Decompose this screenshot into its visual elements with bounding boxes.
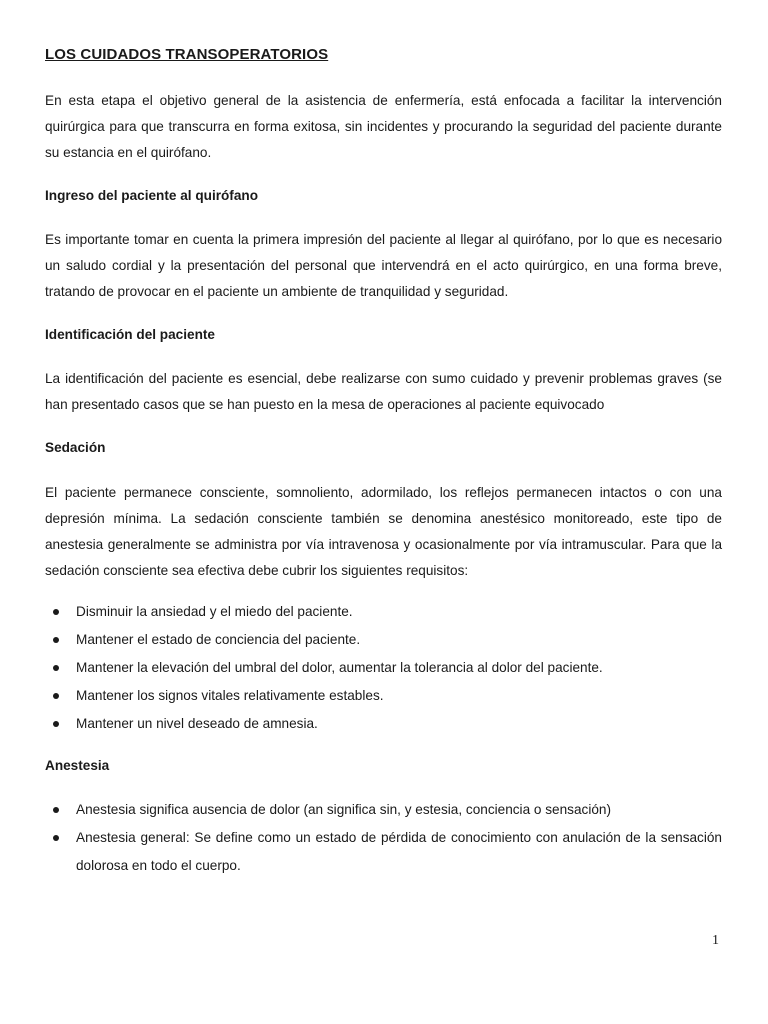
page-number: 1 — [712, 933, 719, 948]
list-item — [45, 626, 722, 654]
list-item — [45, 654, 722, 682]
section-text-ingreso: Es importante tomar en cuenta la primera impresión del paciente al llegar al quirófano, por lo que es necesario un saludo cordial y la presentación del personal que intervendrá en el acto quirúrgico, en una forma breve, tratando de provocar en el paciente un ambiente de tranquilidad y seguridad. — [45, 232, 722, 299]
document-page — [45, 42, 722, 880]
bullet-icon — [53, 665, 59, 671]
list-item-text: Mantener un nivel deseado de amnesia. — [76, 716, 318, 731]
list-item — [45, 710, 722, 738]
bullet-icon — [53, 721, 59, 727]
section-heading-identificacion: Identificación del paciente — [45, 327, 215, 342]
sedation-requirements-list — [45, 598, 722, 738]
list-item-text: Disminuir la ansiedad y el miedo del paciente. — [76, 604, 353, 619]
list-item — [45, 824, 722, 880]
list-item-text: Anestesia significa ausencia de dolor (an significa sin, y estesia, conciencia o sensación) — [76, 802, 611, 817]
list-item-text: Mantener la elevación del umbral del dolor, aumentar la tolerancia al dolor del paciente. — [76, 660, 603, 675]
section-heading-ingreso: Ingreso del paciente al quirófano — [45, 188, 259, 203]
list-item — [45, 682, 722, 710]
bullet-icon — [53, 693, 59, 699]
section-heading-sedacion: Sedación — [45, 440, 106, 455]
list-item — [45, 598, 722, 626]
bullet-icon — [53, 609, 59, 615]
bullet-icon — [53, 807, 59, 813]
intro-paragraph: En esta etapa el objetivo general de la asistencia de enfermería, está enfocada a facilitar la intervención quirúrgica para que transcurra en forma exitosa, sin incidentes y procurando la seguridad del paciente durante su estancia en el quirófano. — [45, 93, 722, 160]
bullet-icon — [53, 835, 59, 841]
section-heading-anestesia: Anestesia — [45, 758, 110, 773]
list-item-text: Anestesia general: Se define como un estado de pérdida de conocimiento con anulación de la sensación dolorosa en todo el cuerpo. — [76, 830, 722, 873]
list-item — [45, 796, 722, 824]
list-item-text: Mantener el estado de conciencia del paciente. — [76, 632, 361, 647]
page-title: LOS CUIDADOS TRANSOPERATORIOS — [45, 46, 329, 63]
bullet-icon — [53, 637, 59, 643]
anesthesia-list — [45, 796, 722, 880]
list-item-text: Mantener los signos vitales relativamente estables. — [76, 688, 384, 703]
section-text-identificacion: La identificación del paciente es esencial, debe realizarse con sumo cuidado y prevenir problemas graves (se han presentado casos que se han puesto en la mesa de operaciones al paciente equivocado — [45, 371, 722, 412]
section-text-sedacion: El paciente permanece consciente, somnoliento, adormilado, los reflejos permanecen intactos o con una depresión mínima. La sedación consciente también se denomina anestésico monitoreado, este tipo de anestesia generalmente se administra por vía intravenosa y ocasionalmente por vía intramuscular. Para que la sedación consciente sea efectiva debe cubrir los siguientes requisitos: — [45, 485, 722, 578]
